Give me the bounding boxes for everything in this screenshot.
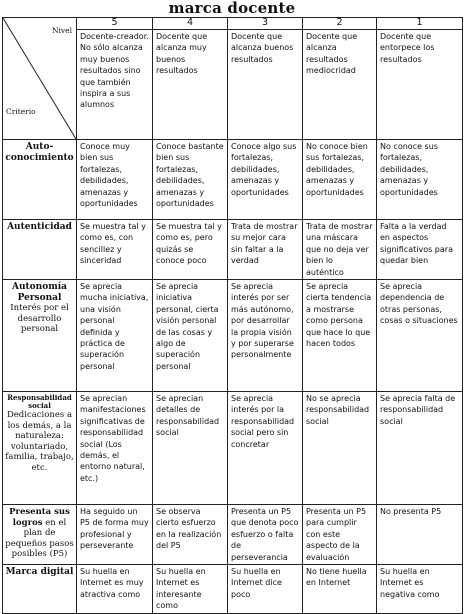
- table-row: [3, 505, 463, 565]
- table-row: [3, 392, 463, 505]
- rubric-cell: Trata de mostrar su mejor cara sin faltar a la verdad: [228, 220, 303, 280]
- rubric-cell: Docente-creador. No sólo alcanza muy buenos resultados sino que también inspira a sus alumnos: [77, 30, 153, 140]
- page-title: marca docente: [168, 0, 296, 17]
- table-row: [3, 220, 463, 280]
- table-row: [3, 565, 463, 614]
- rubric-cell: Su huella en Internet es muy atractiva como: [77, 565, 153, 614]
- rubric-cell: Se aprecia mucha iniciativa, una visión personal definida y práctica de superación personal: [77, 280, 153, 392]
- rubric-cell: Se muestra tal y como es, pero quizás se conoce poco: [153, 220, 228, 280]
- rubric-cell: Se muestra tal y como es, con sencillez y sinceridad: [77, 220, 153, 280]
- criterion-name: Responsabilidad social: [7, 393, 72, 411]
- criterio-label: Criterio: [6, 107, 36, 116]
- rubric-cell: Se aprecian detalles de responsabilidad social: [153, 392, 228, 505]
- level-header: 5: [77, 18, 153, 30]
- level-header: 3: [228, 18, 303, 30]
- criterion-text: [5, 507, 74, 560]
- diagonal-line: [3, 18, 76, 139]
- criterion-description: en el plan de pequeños pasos posibles (P5): [5, 517, 74, 560]
- rubric-cell: Se aprecia cierta tendencia a mostrarse como persona que hace lo que hacen todos: [303, 280, 377, 392]
- rubric-cell: Docente que alcanza buenos resultados: [228, 30, 303, 140]
- rubric-cell: Se aprecia falta de responsabilidad social: [377, 392, 463, 505]
- criterion-name: Presenta sus logros: [9, 507, 70, 528]
- rubric-cell: Se observa cierto esfuerzo en la realización del P5: [153, 505, 228, 565]
- criterion-description: Dedicaciones a los demás, a la naturaleza: voluntariado, familia, trabajo, etc.: [5, 410, 74, 473]
- rubric-cell: Se aprecia iniciativa personal, cierta visión personal de las cosas y algo de superación personal: [153, 280, 228, 392]
- rubric-cell: Su huella en Internet es negativa como: [377, 565, 463, 614]
- level-header: 4: [153, 18, 228, 30]
- rubric-cell: No conoce sus fortalezas, debilidades, amenazas y oportunidades: [377, 140, 463, 220]
- rubric-cell: Trata de mostrar una máscara que no deja ver bien lo auténtico: [303, 220, 377, 280]
- header-row: [3, 18, 463, 30]
- rubric-cell: Docente que entorpece los resultados: [377, 30, 463, 140]
- level-header: 1: [377, 18, 463, 30]
- rubric-cell: Falta a la verdad en aspectos significativos para quedar bien: [377, 220, 463, 280]
- rubric-cell: Se aprecian manifestaciones significativas de responsabilidad social (Los demás, el entorno natural, etc.): [77, 392, 153, 505]
- rubric-cell: Se aprecia interés por la responsabilidad social pero sin concretar: [228, 392, 303, 505]
- table-row: [3, 140, 463, 220]
- criterion-cell: [3, 220, 77, 280]
- rubric-cell: No tiene huella en Internet: [303, 565, 377, 614]
- rubric-table: [2, 17, 463, 614]
- criterion-name: Autonomía Personal: [11, 282, 67, 303]
- rubric-cell: Se aprecia interés por ser más autónomo, por desarrollar la propia visión y por superarse personalmente: [228, 280, 303, 392]
- rubric-cell: Conoce bastante bien sus fortalezas, debilidades, amenazas y oportunidades: [153, 140, 228, 220]
- rubric-cell: No se aprecia responsabilidad social: [303, 392, 377, 505]
- rubric-cell: Su huella en Internet dice poco: [228, 565, 303, 614]
- table-row: [3, 280, 463, 392]
- criterion-cell: [3, 505, 77, 565]
- criterion-description: Interés por el desarrollo personal: [10, 303, 69, 335]
- criterion-name: Auto-conocimiento: [5, 142, 74, 163]
- rubric-cell: Se aprecia dependencia de otras personas, cosas o situaciones: [377, 280, 463, 392]
- rubric-cell: Su huella en Internet es interesante como: [153, 565, 228, 614]
- rubric-cell: Conoce algo sus fortalezas, debilidades, amenazas y oportunidades: [228, 140, 303, 220]
- rubric-cell: No conoce bien sus fortalezas, debilidades, amenazas y oportunidades: [303, 140, 377, 220]
- nivel-label: Nivel: [51, 26, 72, 35]
- rubric-cell: Conoce muy bien sus fortalezas, debilidades, amenazas y oportunidades: [77, 140, 153, 220]
- rubric-cell: No presenta P5: [377, 505, 463, 565]
- rubric-cell: Docente que alcanza resultados mediocridad: [303, 30, 377, 140]
- criterion-cell: [3, 392, 77, 505]
- criterion-name: Autenticidad: [7, 222, 72, 232]
- criterion-cell: [3, 140, 77, 220]
- level-header: 2: [303, 18, 377, 30]
- rubric-cell: Docente que alcanza muy buenos resultados: [153, 30, 228, 140]
- rubric-cell: Presenta un P5 para cumplir con este aspecto de la evaluación: [303, 505, 377, 565]
- criterion-name: Marca digital: [5, 567, 74, 578]
- corner-cell: [3, 18, 77, 140]
- criterion-cell: [3, 280, 77, 392]
- rubric-cell: Ha seguido un P5 de forma muy profesional y perseverante: [77, 505, 153, 565]
- rubric-cell: Presenta un P5 que denota poco esfuerzo o falta de perseverancia: [228, 505, 303, 565]
- criterion-cell: [3, 565, 77, 614]
